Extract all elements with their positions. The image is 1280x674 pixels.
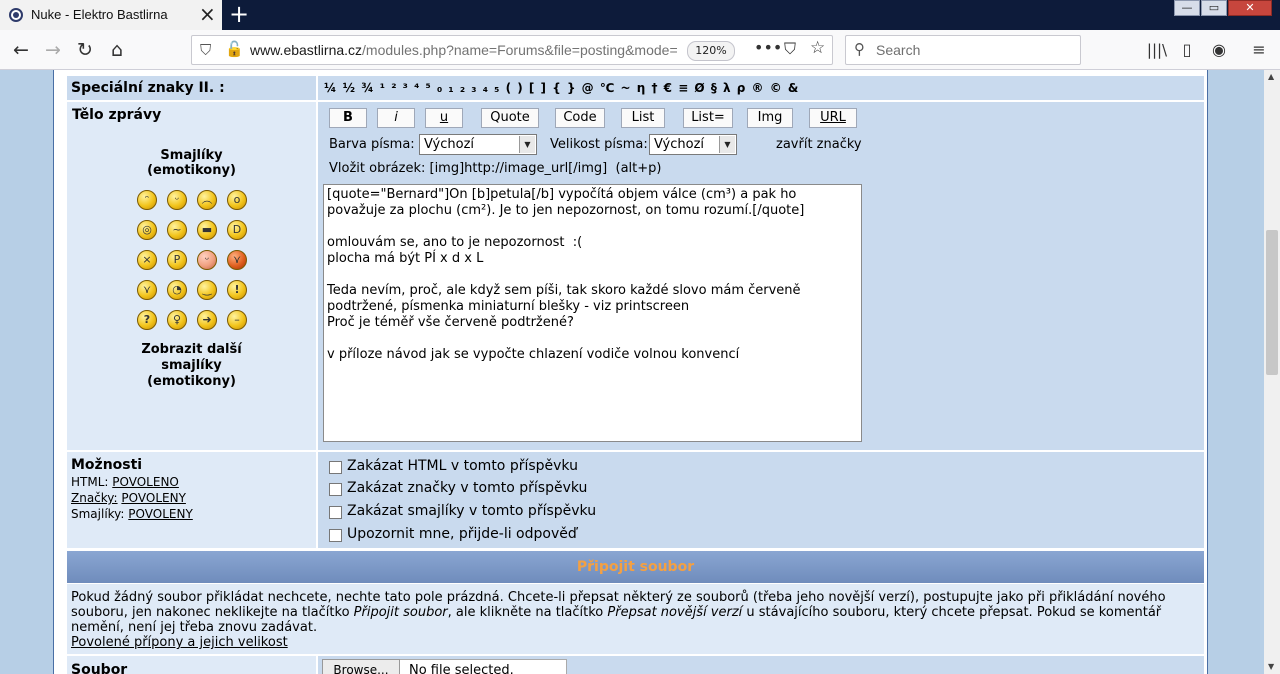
font-size-value: Výchozí bbox=[654, 137, 705, 152]
disable-tags-checkbox[interactable] bbox=[329, 483, 342, 496]
smiley-embarrassed-icon[interactable]: ᵕ bbox=[197, 250, 217, 270]
close-tags-link[interactable]: zavřít značky bbox=[776, 137, 862, 152]
insecure-lock-icon[interactable]: 🔓 bbox=[225, 40, 244, 58]
pocket-icon[interactable]: ⛉ bbox=[784, 39, 797, 58]
shield-icon[interactable]: ⛉ bbox=[200, 41, 212, 59]
font-color-value: Výchozí bbox=[424, 137, 475, 152]
italic-button[interactable]: i bbox=[377, 108, 415, 128]
allowed-extensions-link[interactable]: Povolené přípony a jejich velikost bbox=[71, 635, 288, 650]
new-tab-icon[interactable]: + bbox=[229, 0, 250, 28]
scrollbar-thumb[interactable] bbox=[1266, 230, 1278, 375]
tab-title: Nuke - Elektro Bastlirna bbox=[31, 7, 168, 22]
minimize-icon[interactable]: — bbox=[1174, 0, 1200, 16]
smiley-arrow-icon[interactable]: ➜ bbox=[197, 310, 217, 330]
search-icon: ⚲ bbox=[854, 40, 865, 58]
title-bar bbox=[0, 0, 1280, 30]
scroll-up-icon[interactable]: ▲ bbox=[1268, 72, 1275, 81]
disable-html-label[interactable]: Zakázat HTML v tomto příspěvku bbox=[347, 458, 578, 474]
search-placeholder: Search bbox=[876, 42, 921, 58]
notify-reply-checkbox[interactable] bbox=[329, 529, 342, 542]
smiley-biggrin-icon[interactable]: ᵔ bbox=[137, 190, 157, 210]
image-hint: Vložit obrázek: [img]http://image_url[/img] (alt+p) bbox=[329, 161, 662, 176]
options-label: Možnosti bbox=[71, 457, 143, 473]
options-status: HTML: POVOLENO Značky: POVOLENY Smajlíky: POVOLENY bbox=[71, 475, 193, 521]
bookmark-star-icon[interactable]: ☆ bbox=[810, 38, 826, 58]
search-bar[interactable] bbox=[845, 35, 1081, 65]
smiley-sad-icon[interactable]: ︵ bbox=[197, 190, 217, 210]
bold-button[interactable]: B bbox=[329, 108, 367, 128]
navigation-bar bbox=[0, 30, 1280, 70]
file-input[interactable] bbox=[322, 659, 567, 674]
browse-button[interactable]: Browse... bbox=[322, 659, 400, 674]
message-textarea[interactable]: [quote="Bernard"]On [b]petula[/b] vypočítá objem válce (cm³) a pak ho považuje za plochu (cm²). Je to jen nepozornost, on tomu rozumí.[/quote] omlouvám se, ano to je nepozornost :( plocha má být PÍ x d x L Teda nevím, proč, ale když sem píši, tak skoro každé slovo mám červeně podtržené, písmenka miniaturní blešky - viz printscreen Proč je téměř vše červeně podtržené? v příloze návod jak se vypočte chlazení vodiče volnou konvencí bbox=[323, 184, 862, 442]
smiley-confused-icon[interactable]: ~ bbox=[167, 220, 187, 240]
smiley-wink-icon[interactable]: ‿ bbox=[197, 280, 217, 300]
special-chars-row bbox=[67, 76, 1204, 100]
url-bar[interactable] bbox=[191, 35, 833, 65]
disable-smileys-checkbox[interactable] bbox=[329, 506, 342, 519]
home-icon[interactable]: ⌂ bbox=[110, 39, 124, 61]
notify-reply-label[interactable]: Upozornit mne, přijde-li odpověď bbox=[347, 526, 577, 542]
close-tab-icon[interactable]: × bbox=[199, 2, 216, 26]
reload-icon[interactable]: ↻ bbox=[77, 39, 93, 61]
smiley-exclaim-icon[interactable]: ! bbox=[227, 280, 247, 300]
message-body-row bbox=[67, 102, 1204, 450]
attach-description: Pokud žádný soubor přikládat nechcete, nechte tato pole prázdná. Chcete-li přepsat některý ze souborů (třeba jeho novější verzí), postupujte jako při přikládání nového souboru, jen nakonec neklikejte na tlačítko Připojit soubor, ale klikněte na tlačítko Přepsat novější verzí u stávajícího souboru, který chcete přepsat. Pokud se komentář nemění, není jej třeba znovu zadávat. bbox=[71, 590, 1166, 635]
site-favicon-icon bbox=[9, 8, 23, 22]
disable-tags-label[interactable]: Zakázat značky v tomto příspěvku bbox=[347, 480, 588, 496]
smiley-lol-icon[interactable]: D bbox=[227, 220, 247, 240]
attach-header bbox=[67, 551, 1204, 583]
forward-icon[interactable]: → bbox=[45, 39, 61, 61]
options-row bbox=[67, 452, 1204, 548]
url-text[interactable]: www.ebastlirna.cz/modules.php?name=Forums&file=posting&mode= bbox=[250, 42, 678, 58]
page-scrollbar[interactable] bbox=[1264, 70, 1280, 674]
smileys-status-link[interactable]: POVOLENY bbox=[128, 507, 193, 521]
smileys-title: Smajlíky (emotikony) bbox=[147, 148, 236, 178]
list-button[interactable]: List bbox=[621, 108, 665, 128]
smiley-question-icon[interactable]: ? bbox=[137, 310, 157, 330]
smiley-idea-icon[interactable]: ♀ bbox=[167, 310, 187, 330]
font-color-select[interactable] bbox=[419, 134, 537, 155]
chevron-down-icon: ▼ bbox=[519, 136, 535, 153]
url-button[interactable]: URL bbox=[809, 108, 857, 128]
img-button[interactable]: Img bbox=[747, 108, 793, 128]
smiley-evil-icon[interactable]: ⋎ bbox=[227, 250, 247, 270]
smiley-mad-icon[interactable]: × bbox=[137, 250, 157, 270]
window-close-icon[interactable]: ✕ bbox=[1228, 0, 1272, 16]
zoom-level[interactable]: 120% bbox=[687, 41, 735, 61]
disable-html-checkbox[interactable] bbox=[329, 461, 342, 474]
disable-smileys-label[interactable]: Zakázat smajlíky v tomto příspěvku bbox=[347, 503, 597, 519]
scroll-down-icon[interactable]: ▼ bbox=[1268, 662, 1275, 671]
browser-tab[interactable] bbox=[0, 0, 222, 30]
smiley-shocked-icon[interactable]: ◎ bbox=[137, 220, 157, 240]
tags-status-link[interactable]: POVOLENY bbox=[121, 491, 186, 505]
message-body-label: Tělo zprávy bbox=[72, 107, 162, 123]
file-row bbox=[67, 656, 1204, 674]
smiley-smile-icon[interactable]: ᵕ bbox=[167, 190, 187, 210]
font-size-label: Velikost písma: bbox=[550, 137, 648, 152]
smiley-twisted-icon[interactable]: ⋎ bbox=[137, 280, 157, 300]
tags-label-link[interactable]: Značky: bbox=[71, 491, 118, 505]
special-chars-label: Speciální znaky II. : bbox=[71, 80, 225, 96]
smiley-razz-icon[interactable]: P bbox=[167, 250, 187, 270]
file-label: Soubor bbox=[71, 662, 128, 674]
quote-button[interactable]: Quote bbox=[481, 108, 539, 128]
page-actions-icon[interactable]: ••• bbox=[754, 38, 783, 57]
smiley-rolleyes-icon[interactable]: ◔ bbox=[167, 280, 187, 300]
attach-title: Připojit soubor bbox=[576, 559, 695, 575]
library-icon[interactable]: |||\ bbox=[1146, 41, 1168, 59]
font-size-select[interactable] bbox=[649, 134, 737, 155]
account-icon[interactable]: ◉ bbox=[1212, 40, 1226, 59]
underline-button[interactable]: u bbox=[425, 108, 463, 128]
code-button[interactable]: Code bbox=[555, 108, 605, 128]
maximize-icon[interactable]: ▭ bbox=[1201, 0, 1227, 16]
ordered-list-button[interactable]: List= bbox=[683, 108, 733, 128]
chevron-down-icon: ▼ bbox=[719, 136, 735, 153]
menu-icon[interactable]: ≡ bbox=[1252, 40, 1266, 59]
no-file-text: No file selected. bbox=[409, 663, 514, 674]
back-icon[interactable]: ← bbox=[13, 39, 29, 61]
smiley-neutral-icon[interactable]: – bbox=[227, 310, 247, 330]
special-chars-list[interactable]: ¼ ½ ¾ ¹ ² ³ ⁴ ⁵ ₀ ₁ ₂ ₃ ₄ ₅ ( ) [ ] { } @ ℃ ~ η † € ≡ Ø § λ ρ ® © & bbox=[324, 81, 800, 95]
smiley-cool-icon[interactable]: ▬ bbox=[197, 220, 217, 240]
sidebar-icon[interactable]: ▯ bbox=[1182, 40, 1192, 59]
html-status-link[interactable]: POVOLENO bbox=[112, 475, 179, 489]
more-smileys-link[interactable]: Zobrazit další smajlíky (emotikony) bbox=[141, 342, 242, 389]
page-content bbox=[0, 70, 1264, 674]
attach-info bbox=[67, 584, 1204, 654]
smiley-surprised-icon[interactable]: o bbox=[227, 190, 247, 210]
font-color-label: Barva písma: bbox=[329, 137, 415, 152]
